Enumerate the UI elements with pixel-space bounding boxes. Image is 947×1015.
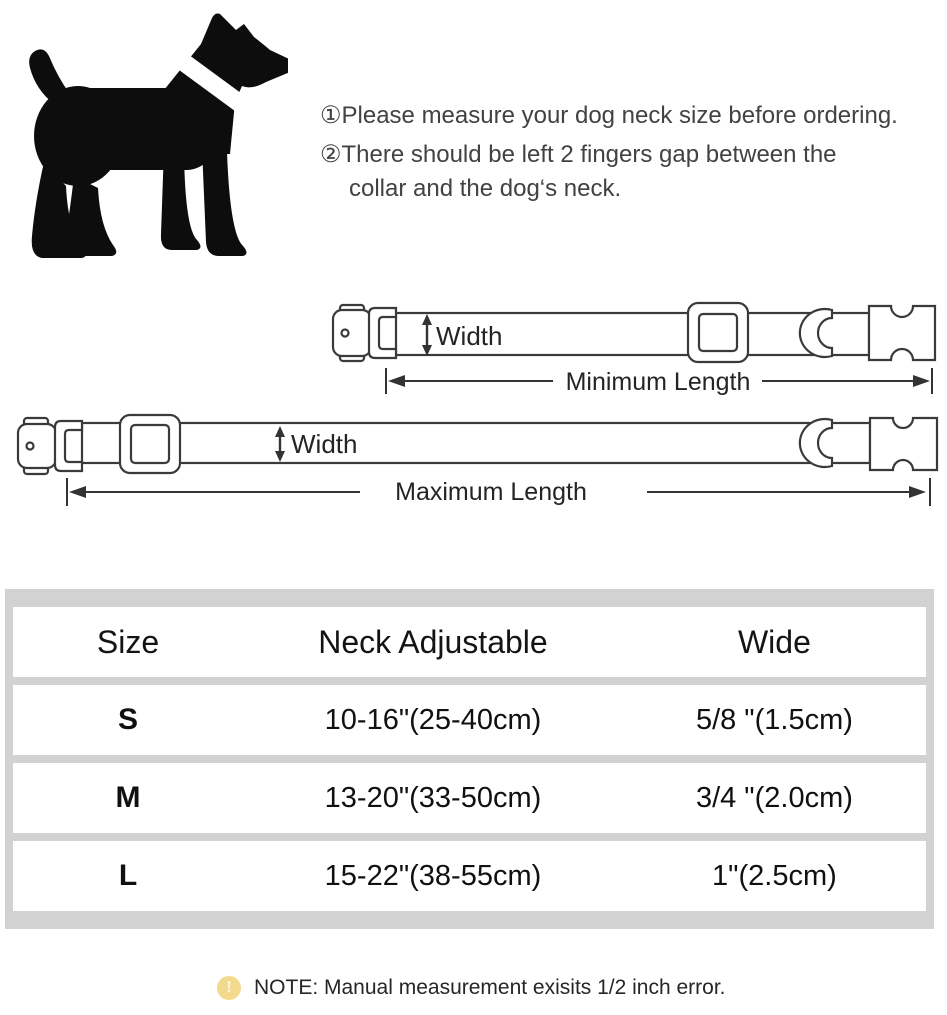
clasp-icon: [869, 306, 935, 360]
cell-neck: 13-20"(33-50cm): [324, 781, 542, 814]
strap-loop-icon: [55, 421, 82, 471]
header-cell-size: Size: [96, 623, 160, 660]
width-label-min: Width: [436, 321, 503, 351]
cell-wide: 5/8 "(1.5cm): [695, 703, 853, 736]
dog-silhouette-icon: [8, 4, 288, 266]
instructions-list: [320, 99, 942, 206]
max-length-label: Maximum Length: [395, 478, 587, 506]
instruction-item-2: [320, 138, 942, 206]
note-text: NOTE: Manual measurement exisits 1/2 inch error.: [254, 976, 726, 999]
cell-neck: 10-16"(25-40cm): [324, 703, 542, 736]
note: [217, 976, 726, 1000]
header-cell-neck: Neck Adjustable: [318, 623, 548, 660]
size-table: [5, 589, 934, 929]
header-cell-wide: Wide: [737, 623, 811, 660]
clasp-icon: [870, 418, 937, 470]
cell-wide: 3/4 "(2.0cm): [695, 781, 853, 814]
instruction-item-2-line-1: ②There should be left 2 fingers gap between the: [320, 141, 837, 168]
dog-hind-leg-near: [65, 176, 116, 256]
collar-strap: [82, 423, 870, 463]
instruction-item-2-line-2: collar and the dog‘s neck.: [349, 175, 622, 202]
buckle-icon: [333, 310, 371, 356]
buckle-icon: [18, 424, 56, 468]
strap-loop-icon: [369, 308, 396, 358]
width-label-max: Width: [291, 429, 358, 459]
cell-neck: 15-22"(38-55cm): [324, 859, 542, 892]
table-row-m: [13, 763, 926, 833]
min-length-label: Minimum Length: [565, 368, 751, 396]
cell-size: L: [118, 859, 138, 892]
cell-size: S: [118, 703, 139, 736]
cell-size: M: [115, 781, 141, 814]
instruction-item-1: ①Please measure your dog neck size before ordering.: [320, 102, 898, 129]
cell-wide: 1"(2.5cm): [712, 859, 837, 892]
table-row-s: [13, 685, 926, 755]
exclamation-icon: !: [217, 976, 241, 1000]
table-header-row: [13, 607, 926, 677]
table-row-l: [13, 841, 926, 911]
dog-front-leg-near: [202, 148, 247, 256]
